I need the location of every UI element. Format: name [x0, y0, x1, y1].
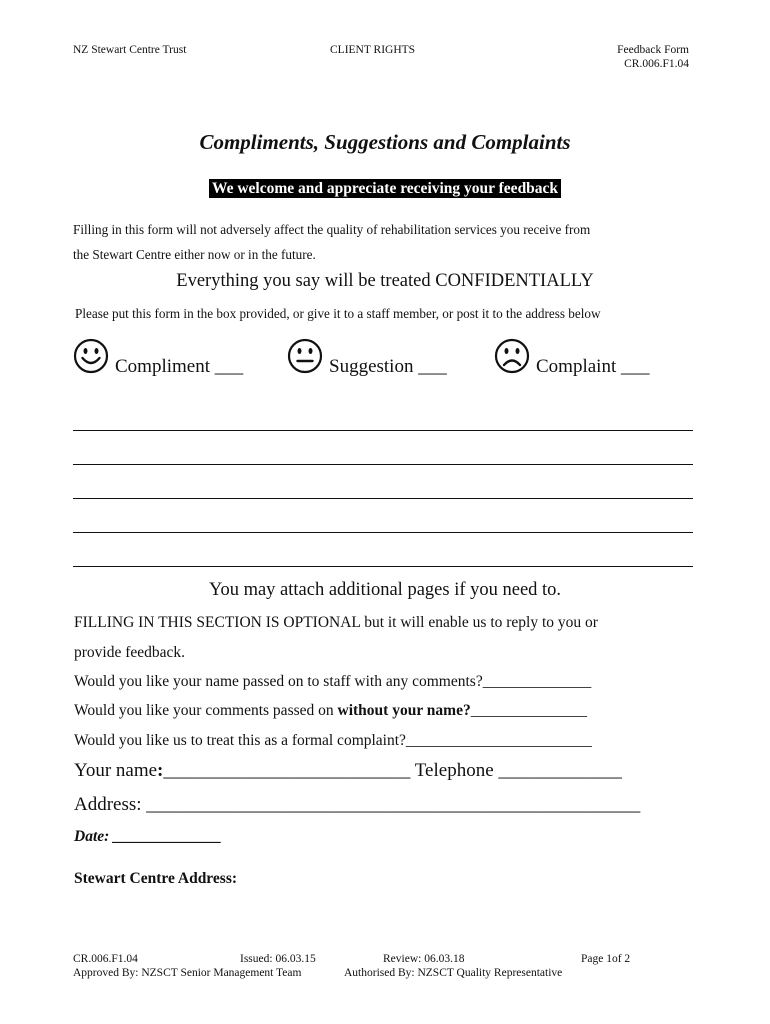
compliment-option[interactable]: [73, 338, 244, 377]
footer-issued: Issued: 06.03.15: [240, 953, 316, 965]
comment-line-4[interactable]: [73, 532, 693, 533]
feedback-type-options: [73, 338, 693, 388]
footer-approved: Approved By: NZSCT Senior Management Team: [73, 967, 302, 979]
address-field[interactable]: Address: ____________________________________________________: [74, 794, 641, 815]
header-org: NZ Stewart Centre Trust: [73, 44, 187, 56]
feedback-banner-text: We welcome and appreciate receiving your feedback: [209, 179, 561, 198]
question-formal-complaint[interactable]: Would you like us to treat this as a formal complaint?________________________: [74, 732, 592, 749]
comment-line-3[interactable]: [73, 498, 693, 499]
optional-heading: FILLING IN THIS SECTION IS OPTIONAL: [74, 614, 361, 631]
instructions: Please put this form in the box provided, or give it to a staff member, or post it to the address below: [75, 306, 601, 321]
centre-address-label: Stewart Centre Address:: [74, 870, 238, 887]
page-title: Compliments, Suggestions and Complaints: [199, 130, 571, 154]
question-name-passed[interactable]: Would you like your name passed on to staff with any comments?______________: [74, 673, 592, 690]
compliment-label: Compliment ___: [115, 356, 244, 377]
name-telephone-blank: __________________________ Telephone _____________: [163, 760, 622, 781]
question-without-name-prefix: Would you like your comments passed on: [74, 702, 338, 719]
intro-line-2: the Stewart Centre either now or in the future.: [73, 247, 316, 262]
optional-line-1-rest: but it will enable us to reply to you or: [360, 614, 598, 631]
footer-authorised: Authorised By: NZSCT Quality Representative: [344, 967, 563, 979]
complaint-option[interactable]: [494, 338, 650, 377]
date-field[interactable]: Date: ______________: [74, 828, 222, 845]
name-colon: :: [157, 760, 164, 781]
footer-code: CR.006.F1.04: [73, 953, 138, 965]
intro-line-1: Filling in this form will not adversely affect the quality of rehabilitation services you receive from: [73, 222, 591, 237]
complaint-label: Complaint ___: [536, 356, 650, 377]
optional-line-1: [74, 614, 598, 632]
suggestion-label: Suggestion ___: [329, 356, 447, 377]
comment-line-2[interactable]: [73, 464, 693, 465]
question-without-name-blank: _______________: [470, 702, 587, 719]
footer-review: Review: 06.03.18: [383, 953, 465, 965]
header-form-code: CR.006.F1.04: [624, 58, 689, 70]
optional-line-2: provide feedback.: [74, 644, 186, 661]
question-without-name-bold: without your name?: [337, 702, 471, 719]
footer-page: Page 1of 2: [581, 953, 631, 965]
feedback-banner: [0, 180, 770, 198]
attach-note: You may attach additional pages if you need to.: [208, 580, 562, 600]
neutral-face-icon: [287, 338, 323, 374]
header-form-name: Feedback Form: [617, 44, 689, 56]
name-telephone-field[interactable]: [74, 760, 622, 782]
confidential-notice: Everything you say will be treated CONFIDENTIALLY: [176, 271, 594, 291]
comment-line-1[interactable]: [73, 430, 693, 431]
name-label: Your name: [74, 760, 158, 781]
header-section: CLIENT RIGHTS: [330, 44, 416, 56]
suggestion-option[interactable]: [287, 338, 447, 377]
comment-line-5[interactable]: [73, 566, 693, 567]
sad-face-icon: [494, 338, 530, 374]
question-without-name[interactable]: [74, 702, 587, 720]
happy-face-icon: [73, 338, 109, 374]
